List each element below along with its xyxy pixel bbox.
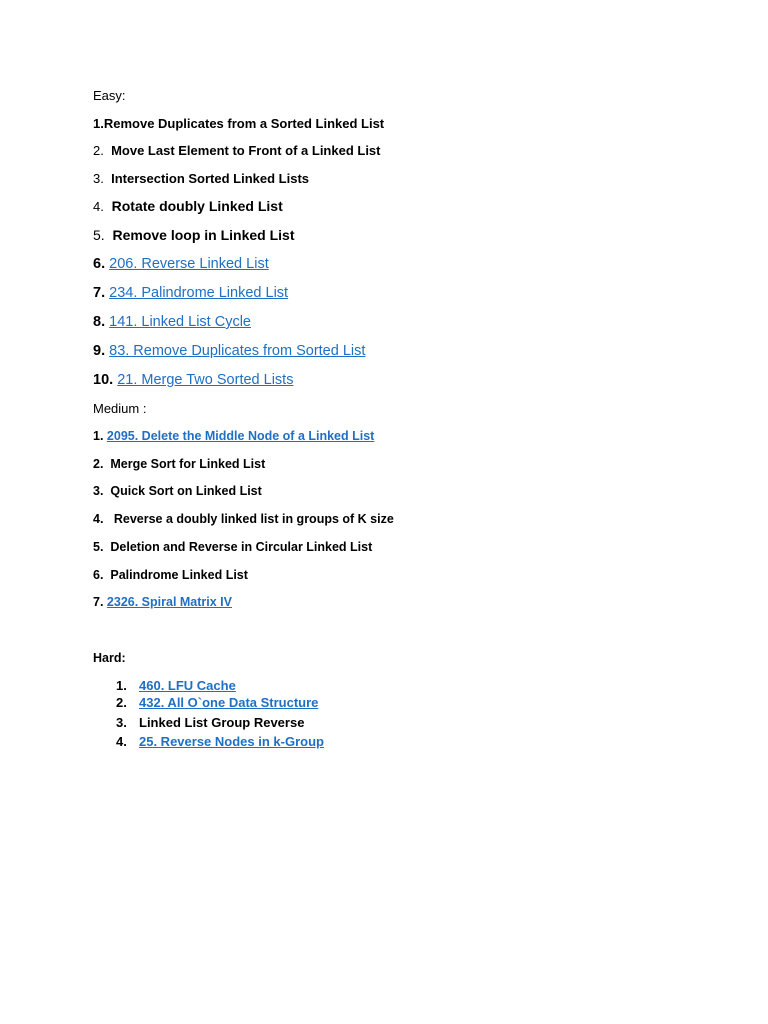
easy-item-9: [93, 344, 365, 359]
item-number: 3.: [93, 171, 104, 186]
medium-item-3: [93, 485, 262, 498]
hard-heading: Hard:: [93, 651, 126, 665]
leetcode-link[interactable]: 21. Merge Two Sorted Lists: [117, 372, 294, 388]
item-text: Move Last Element to Front of a Linked List: [111, 143, 381, 158]
medium-item-5: [93, 541, 372, 554]
item-number: 6.: [93, 568, 104, 582]
item-number: 4.: [116, 734, 127, 749]
item-number: 4.: [93, 512, 104, 526]
item-number: 3.: [93, 484, 104, 498]
easy-item-5: [93, 228, 295, 242]
leetcode-link[interactable]: 460. LFU Cache: [139, 678, 236, 693]
medium-item-2: [93, 458, 265, 471]
item-number: 6.: [93, 256, 106, 272]
easy-item-1: 1.Remove Duplicates from a Sorted Linked List: [93, 116, 385, 131]
leetcode-link[interactable]: 432. All O`one Data Structure: [139, 695, 319, 710]
leetcode-link[interactable]: 2095. Delete the Middle Node of a Linked List: [106, 429, 375, 443]
easy-item-10: [93, 373, 293, 388]
item-text: Linked List Group Reverse: [139, 715, 305, 730]
item-number: 4.: [93, 199, 104, 214]
item-number: 2.: [93, 457, 104, 471]
item-number: 7.: [93, 285, 106, 301]
item-number: 5.: [93, 540, 104, 554]
item-text: Reverse a doubly linked list in groups of K size: [113, 512, 394, 526]
item-number: 7.: [93, 595, 104, 609]
item-text: Deletion and Reverse in Circular Linked List: [110, 540, 373, 554]
item-text: Intersection Sorted Linked Lists: [111, 171, 310, 186]
easy-item-7: [93, 286, 288, 301]
easy-heading: Easy:: [93, 88, 126, 103]
item-text: Rotate doubly Linked List: [111, 198, 283, 214]
leetcode-link[interactable]: 206. Reverse Linked List: [109, 256, 269, 272]
item-number: 2.: [93, 143, 104, 158]
medium-item-7: [93, 596, 232, 609]
item-number: 8.: [93, 314, 106, 330]
item-number: 10.: [93, 372, 114, 388]
item-number: 5.: [93, 227, 105, 243]
item-number: 2.: [116, 695, 127, 710]
item-text: Quick Sort on Linked List: [110, 484, 262, 498]
leetcode-link[interactable]: 83. Remove Duplicates from Sorted List: [109, 343, 366, 359]
item-number: 1.: [116, 678, 127, 693]
hard-item-4: [116, 735, 324, 748]
easy-item-3: [93, 172, 309, 185]
leetcode-link[interactable]: 25. Reverse Nodes in k-Group: [139, 734, 324, 749]
medium-item-4: [93, 513, 394, 526]
easy-item-4: [93, 199, 283, 213]
hard-item-2: [116, 696, 318, 709]
easy-item-2: [93, 144, 381, 157]
easy-item-8: [93, 315, 251, 330]
item-text: Merge Sort for Linked List: [110, 457, 266, 471]
hard-item-1: [116, 679, 236, 692]
item-number: 9.: [93, 343, 106, 359]
item-number: 1.: [93, 429, 104, 443]
item-text: Remove loop in Linked List: [112, 227, 295, 243]
leetcode-link[interactable]: 141. Linked List Cycle: [109, 314, 251, 330]
hard-item-3: [116, 716, 304, 729]
medium-heading: Medium :: [93, 401, 147, 416]
item-number: 3.: [116, 715, 127, 730]
medium-item-1: [93, 430, 374, 443]
medium-item-6: [93, 569, 248, 582]
easy-item-6: [93, 257, 269, 272]
item-text: Palindrome Linked List: [110, 568, 248, 582]
leetcode-link[interactable]: 234. Palindrome Linked List: [109, 285, 289, 301]
leetcode-link[interactable]: 2326. Spiral Matrix IV: [106, 595, 232, 609]
